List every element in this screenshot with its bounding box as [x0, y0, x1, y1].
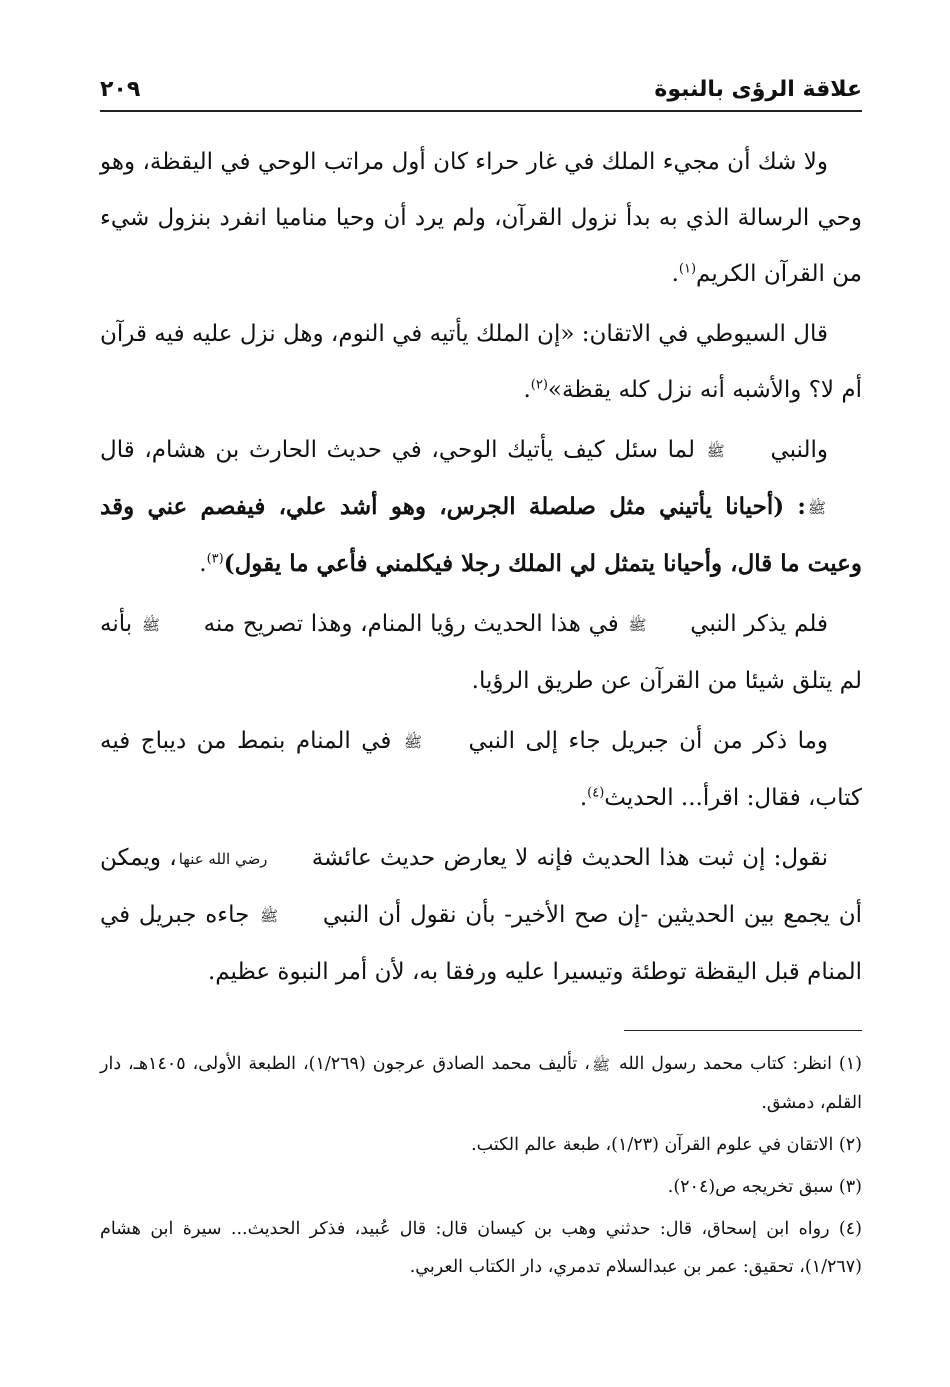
- paragraph-4-text-b: في هذا الحديث رؤيا المنام، وهذا تصريح منه: [203, 611, 619, 637]
- paragraph-4-text-c: بأنه لم يتلق شيئا من القرآن عن طريق الرؤيا.: [100, 611, 862, 694]
- paragraph-6-text-c: جاءه جبريل في المنام قبل اليقظة توطئة وتيسيرا عليه ورفقا به، لأن أمر النبوة عظيم.: [100, 902, 862, 985]
- paragraph-1-end: .: [671, 261, 679, 287]
- main-text: [100, 134, 862, 1000]
- footnote-1: [100, 1045, 862, 1122]
- footnote-divider: [624, 1030, 862, 1031]
- salutation-icon: ﷺ: [141, 616, 160, 634]
- paragraph-6-text-b: ، ويمكن أن يجمع بين الحديثين -إن صح الأخير- بأن نقول أن النبي: [100, 845, 863, 928]
- footnote-3: (٣) سبق تخريجه ص(٢٠٤).: [667, 1176, 862, 1197]
- footnote-ref-2: (٢): [530, 377, 548, 393]
- salutation-icon: ﷺ: [591, 1055, 611, 1074]
- paragraph-5-text-b: في المنام بنمط من ديباج فيه كتاب، فقال: اقرأ... الحديث: [100, 728, 862, 811]
- paragraph-2-end: .: [523, 377, 531, 403]
- footnote-1-text-a: (١) انظر: كتاب محمد رسول الله: [618, 1054, 862, 1074]
- footnote-1-text-b: ، تأليف محمد الصادق عرجون (١/٢٦٩)، الطبعة الأولى، ١٤٠٥هـ، دار القلم، دمشق.: [100, 1054, 862, 1113]
- paragraph-3-end: .: [199, 551, 207, 577]
- running-header: [100, 60, 862, 112]
- paragraph-5: [100, 713, 862, 826]
- footnote-ref-3: (٣): [206, 551, 224, 567]
- book-page: [100, 60, 862, 1360]
- chapter-title: علاقة الرؤى بالنبوة: [654, 77, 862, 102]
- footnote-ref-1: (١): [678, 261, 697, 277]
- salutation-icon: ﷺ: [807, 499, 826, 517]
- footnote-2: (٢) الاتقان في علوم القرآن (١/٢٣)، طبعة عالم الكتب.: [471, 1134, 862, 1155]
- radiallah-icon: رضي الله عنها: [178, 850, 268, 868]
- salutation-icon: ﷺ: [628, 616, 647, 634]
- footnotes: [100, 1045, 862, 1286]
- hadith-quote: : (أحيانا يأتيني مثل صلصلة الجرس، وهو أشد علي، فيفصم عني وقد وعيت ما قال، وأحيانا يتمثل لي الملك رجلا فيكلمني فأعي ما يقول): [100, 493, 862, 577]
- paragraph-1: [100, 134, 862, 302]
- paragraph-5-text-a: وما ذكر من أن جبريل جاء إلى النبي: [468, 728, 829, 754]
- paragraph-4: [100, 596, 862, 709]
- paragraph-2: [100, 306, 862, 418]
- paragraph-4-text-a: فلم يذكر النبي: [690, 611, 828, 637]
- paragraph-6: [100, 830, 862, 1000]
- page-number: ٢٠٩: [100, 77, 141, 102]
- salutation-icon: ﷺ: [403, 733, 423, 751]
- paragraph-6-text-a: نقول: إن ثبت هذا الحديث فإنه لا يعارض حديث عائشة: [311, 845, 829, 871]
- paragraph-1-text: ولا شك أن مجيء الملك في غار حراء كان أول مراتب الوحي في اليقظة، وهو وحي الرسالة الذي به بدأ نزول القرآن، ولم يرد أن وحيا مناميا انفرد بنزول شيء من القرآن الكريم: [100, 149, 862, 287]
- salutation-icon: ﷺ: [706, 442, 725, 460]
- footnote-4: (٤) رواه ابن إسحاق، قال: حدثني وهب بن كيسان قال: قال عُبيد، فذكر الحديث... سيرة ابن هشام (١/٢٦٧)، تحقيق: عمر بن عبدالسلام تدمري، دار الكتاب العربي.: [100, 1218, 862, 1277]
- paragraph-3-text-b: لما سئل كيف يأتيك الوحي، في حديث الحارث بن هشام، قال: [100, 437, 695, 463]
- paragraph-2-text: قال السيوطي في الاتقان: «إن الملك يأتيه في النوم، وهل نزل عليه فيه قرآن أم لا؟ والأشبه أنه نزل كله يقظة»: [100, 321, 862, 403]
- footnote-ref-4: (٤): [587, 785, 605, 801]
- paragraph-5-end: .: [579, 785, 588, 811]
- paragraph-3-text-a: والنبي: [770, 437, 828, 463]
- paragraph-3: [100, 422, 862, 592]
- salutation-icon: ﷺ: [260, 907, 279, 925]
